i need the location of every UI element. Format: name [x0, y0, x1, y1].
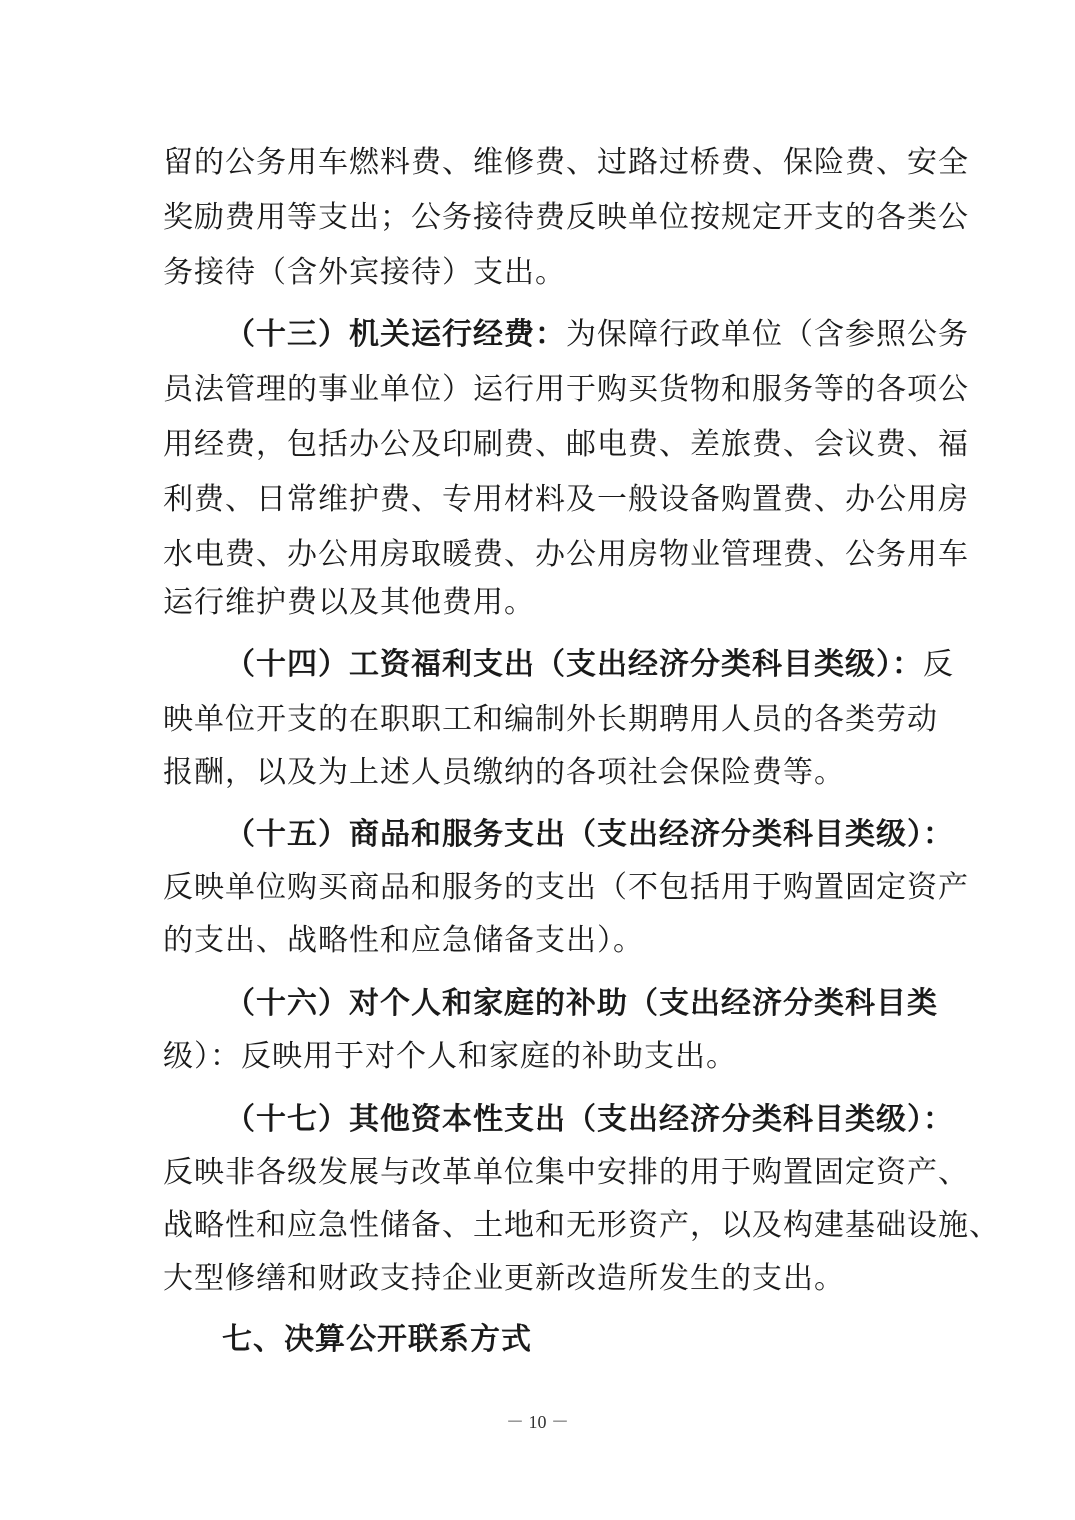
paragraph-lead: （十五）商品和服务支出（支出经济分类科目类级）：: [225, 817, 954, 852]
paragraph-first-line: [225, 645, 954, 685]
paragraph-line: 利费、日常维护费、专用材料及一般设备购置费、办公用房: [163, 482, 969, 517]
paragraph-line: 反映非各级发展与改革单位集中安排的用于购置固定资产、: [163, 1155, 969, 1190]
paragraph-line: 奖励费用等支出；公务接待费反映单位按规定开支的各类公: [163, 200, 969, 235]
section-heading: 七、决算公开联系方式: [222, 1322, 532, 1357]
paragraph-first-line: [225, 1100, 954, 1140]
paragraph-lead: （十六）对个人和家庭的补助（支出经济分类科目类: [225, 986, 938, 1021]
paragraph-text: 为保障行政单位（含参照公务: [566, 317, 969, 352]
paragraph-line: 务接待（含外宾接待）支出。: [163, 255, 566, 290]
paragraph-lead: （十七）其他资本性支出（支出经济分类科目类级）：: [225, 1102, 954, 1137]
paragraph-line: 员法管理的事业单位）运行用于购买货物和服务等的各项公: [163, 372, 969, 407]
paragraph-lead: （十三）机关运行经费：: [225, 317, 566, 352]
paragraph-first-line: [225, 315, 969, 355]
paragraph-line: 大型修缮和财政支持企业更新改造所发生的支出。: [163, 1261, 845, 1296]
paragraph-line: 用经费，包括办公及印刷费、邮电费、差旅费、会议费、福: [163, 427, 969, 462]
paragraph-line: 反映单位购买商品和服务的支出（不包括用于购置固定资产: [163, 870, 969, 905]
paragraph-first-line: [225, 984, 938, 1024]
paragraph-first-line: [225, 815, 954, 855]
paragraph-line: 战略性和应急性储备、土地和无形资产，以及构建基础设施、: [163, 1208, 1000, 1243]
paragraph-lead: （十四）工资福利支出（支出经济分类科目类级）：: [225, 647, 923, 682]
paragraph-line: 的支出、战略性和应急储备支出）。: [163, 923, 644, 958]
page-number: － 10 －: [506, 1412, 569, 1432]
paragraph-line: 级）：反映用于对个人和家庭的补助支出。: [163, 1039, 737, 1074]
paragraph-line: 留的公务用车燃料费、维修费、过路过桥费、保险费、安全: [163, 145, 969, 180]
paragraph-line: 水电费、办公用房取暖费、办公用房物业管理费、公务用车: [163, 537, 969, 572]
paragraph-line: 运行维护费以及其他费用。: [163, 585, 535, 620]
paragraph-line: 映单位开支的在职职工和编制外长期聘用人员的各类劳动: [163, 702, 938, 737]
paragraph-line: 报酬，以及为上述人员缴纳的各项社会保险费等。: [163, 755, 845, 790]
paragraph-text: 反: [923, 647, 954, 682]
